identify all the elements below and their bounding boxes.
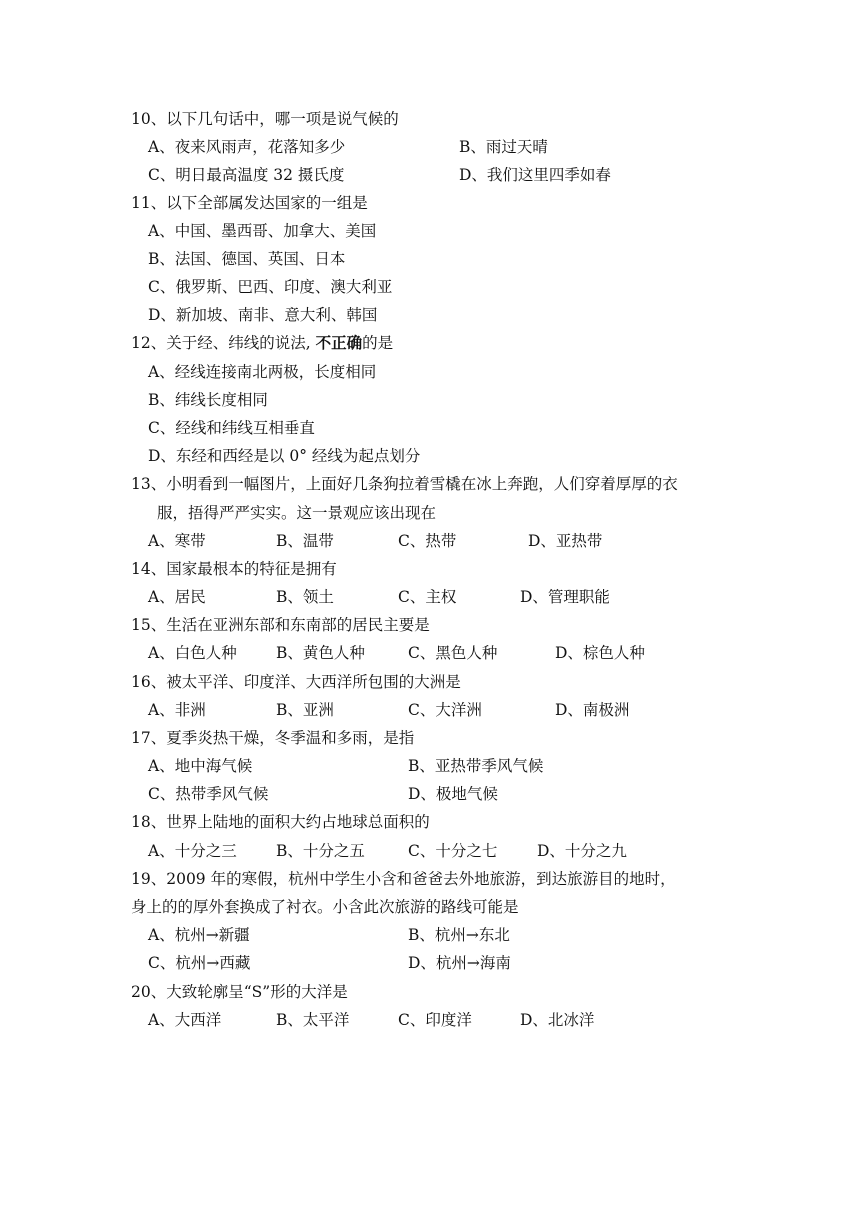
question-19-option-c: C、杭州→西藏 bbox=[148, 954, 251, 972]
question-11-option-a: A、中国、墨西哥、加拿大、美国 bbox=[148, 222, 377, 240]
question-10-option-c: C、明日最高温度 32 摄氏度 bbox=[148, 166, 345, 184]
question-20-option-c: C、印度洋 bbox=[398, 1011, 472, 1029]
question-17-option-c: C、热带季风气候 bbox=[148, 785, 269, 803]
question-14-option-d: D、管理职能 bbox=[520, 588, 610, 606]
question-15-option-b: B、黄色人种 bbox=[276, 644, 365, 662]
question-16-option-b: B、亚洲 bbox=[276, 701, 334, 719]
question-12-option-c: C、经线和纬线互相垂直 bbox=[148, 419, 315, 437]
question-19-stem-line2: 身上的的厚外套换成了衬衣。小含此次旅游的路线可能是 bbox=[131, 898, 519, 916]
question-15-stem: 15、生活在亚洲东部和东南部的居民主要是 bbox=[131, 616, 430, 634]
question-19-option-a: A、杭州→新疆 bbox=[148, 926, 250, 944]
question-11-option-b: B、法国、德国、英国、日本 bbox=[148, 250, 346, 268]
question-12-stem-prefix: 12、关于经、纬线的说法, bbox=[131, 334, 316, 352]
question-18-option-a: A、十分之三 bbox=[148, 842, 237, 860]
question-10-option-b: B、雨过天晴 bbox=[459, 138, 548, 156]
question-13-option-a: A、寒带 bbox=[148, 532, 206, 550]
question-14-option-c: C、主权 bbox=[398, 588, 457, 606]
question-12-stem-suffix: 的是 bbox=[362, 334, 394, 352]
question-18-option-b: B、十分之五 bbox=[276, 842, 365, 860]
question-10-option-a: A、夜来风雨声，花落知多少 bbox=[148, 138, 346, 156]
question-10-option-d: D、我们这里四季如春 bbox=[459, 166, 611, 184]
question-13-stem-line2: 服，捂得严严实实。这一景观应该出现在 bbox=[157, 504, 437, 522]
question-20-option-d: D、北冰洋 bbox=[520, 1011, 595, 1029]
question-15-option-d: D、棕色人种 bbox=[555, 644, 645, 662]
question-18-stem: 18、世界上陆地的面积大约占地球总面积的 bbox=[131, 813, 430, 831]
question-17-option-a: A、地中海气候 bbox=[148, 757, 253, 775]
question-18-option-d: D、十分之九 bbox=[537, 842, 627, 860]
question-12-option-d: D、东经和西经是以 0° 经线为起点划分 bbox=[148, 447, 421, 465]
question-11-option-d: D、新加坡、南非、意大利、韩国 bbox=[148, 306, 378, 324]
question-14-option-b: B、领土 bbox=[276, 588, 334, 606]
question-11-option-c: C、俄罗斯、巴西、印度、澳大利亚 bbox=[148, 278, 393, 296]
question-15-option-c: C、黑色人种 bbox=[408, 644, 498, 662]
question-13-option-c: C、热带 bbox=[398, 532, 457, 550]
question-19-stem-line1: 19、2009 年的寒假，杭州中学生小含和爸爸去外地旅游，到达旅游目的地时， bbox=[131, 870, 676, 888]
question-12-stem bbox=[131, 333, 393, 353]
question-20-option-b: B、太平洋 bbox=[276, 1011, 350, 1029]
question-16-option-c: C、大洋洲 bbox=[408, 701, 482, 719]
question-20-option-a: A、大西洋 bbox=[148, 1011, 222, 1029]
question-17-stem: 17、夏季炎热干燥，冬季温和多雨，是指 bbox=[131, 729, 415, 747]
question-16-option-a: A、非洲 bbox=[148, 701, 206, 719]
question-19-option-b: B、杭州→东北 bbox=[408, 926, 510, 944]
question-18-option-c: C、十分之七 bbox=[408, 842, 498, 860]
question-11-stem: 11、以下全部属发达国家的一组是 bbox=[131, 194, 368, 212]
question-12-option-b: B、纬线长度相同 bbox=[148, 391, 268, 409]
question-10-stem: 10、以下几句话中，哪一项是说气候的 bbox=[131, 110, 399, 128]
question-15-option-a: A、白色人种 bbox=[148, 644, 237, 662]
question-14-option-a: A、居民 bbox=[148, 588, 206, 606]
question-12-stem-emphasis: 不正确 bbox=[315, 334, 363, 352]
question-13-option-d: D、亚热带 bbox=[528, 532, 603, 550]
question-13-stem-line1: 13、小明看到一幅图片，上面好几条狗拉着雪橇在冰上奔跑，人们穿着厚厚的衣 bbox=[131, 475, 678, 493]
question-16-stem: 16、被太平洋、印度洋、大西洋所包围的大洲是 bbox=[131, 673, 461, 691]
question-12-option-a: A、经线连接南北两极，长度相同 bbox=[148, 363, 377, 381]
question-17-option-d: D、极地气候 bbox=[408, 785, 498, 803]
question-13-option-b: B、温带 bbox=[276, 532, 334, 550]
question-19-option-d: D、杭州→海南 bbox=[408, 954, 511, 972]
question-17-option-b: B、亚热带季风气候 bbox=[408, 757, 544, 775]
question-20-stem: 20、大致轮廓呈“S”形的大洋是 bbox=[131, 983, 348, 1001]
question-14-stem: 14、国家最根本的特征是拥有 bbox=[131, 560, 337, 578]
question-16-option-d: D、南极洲 bbox=[555, 701, 630, 719]
